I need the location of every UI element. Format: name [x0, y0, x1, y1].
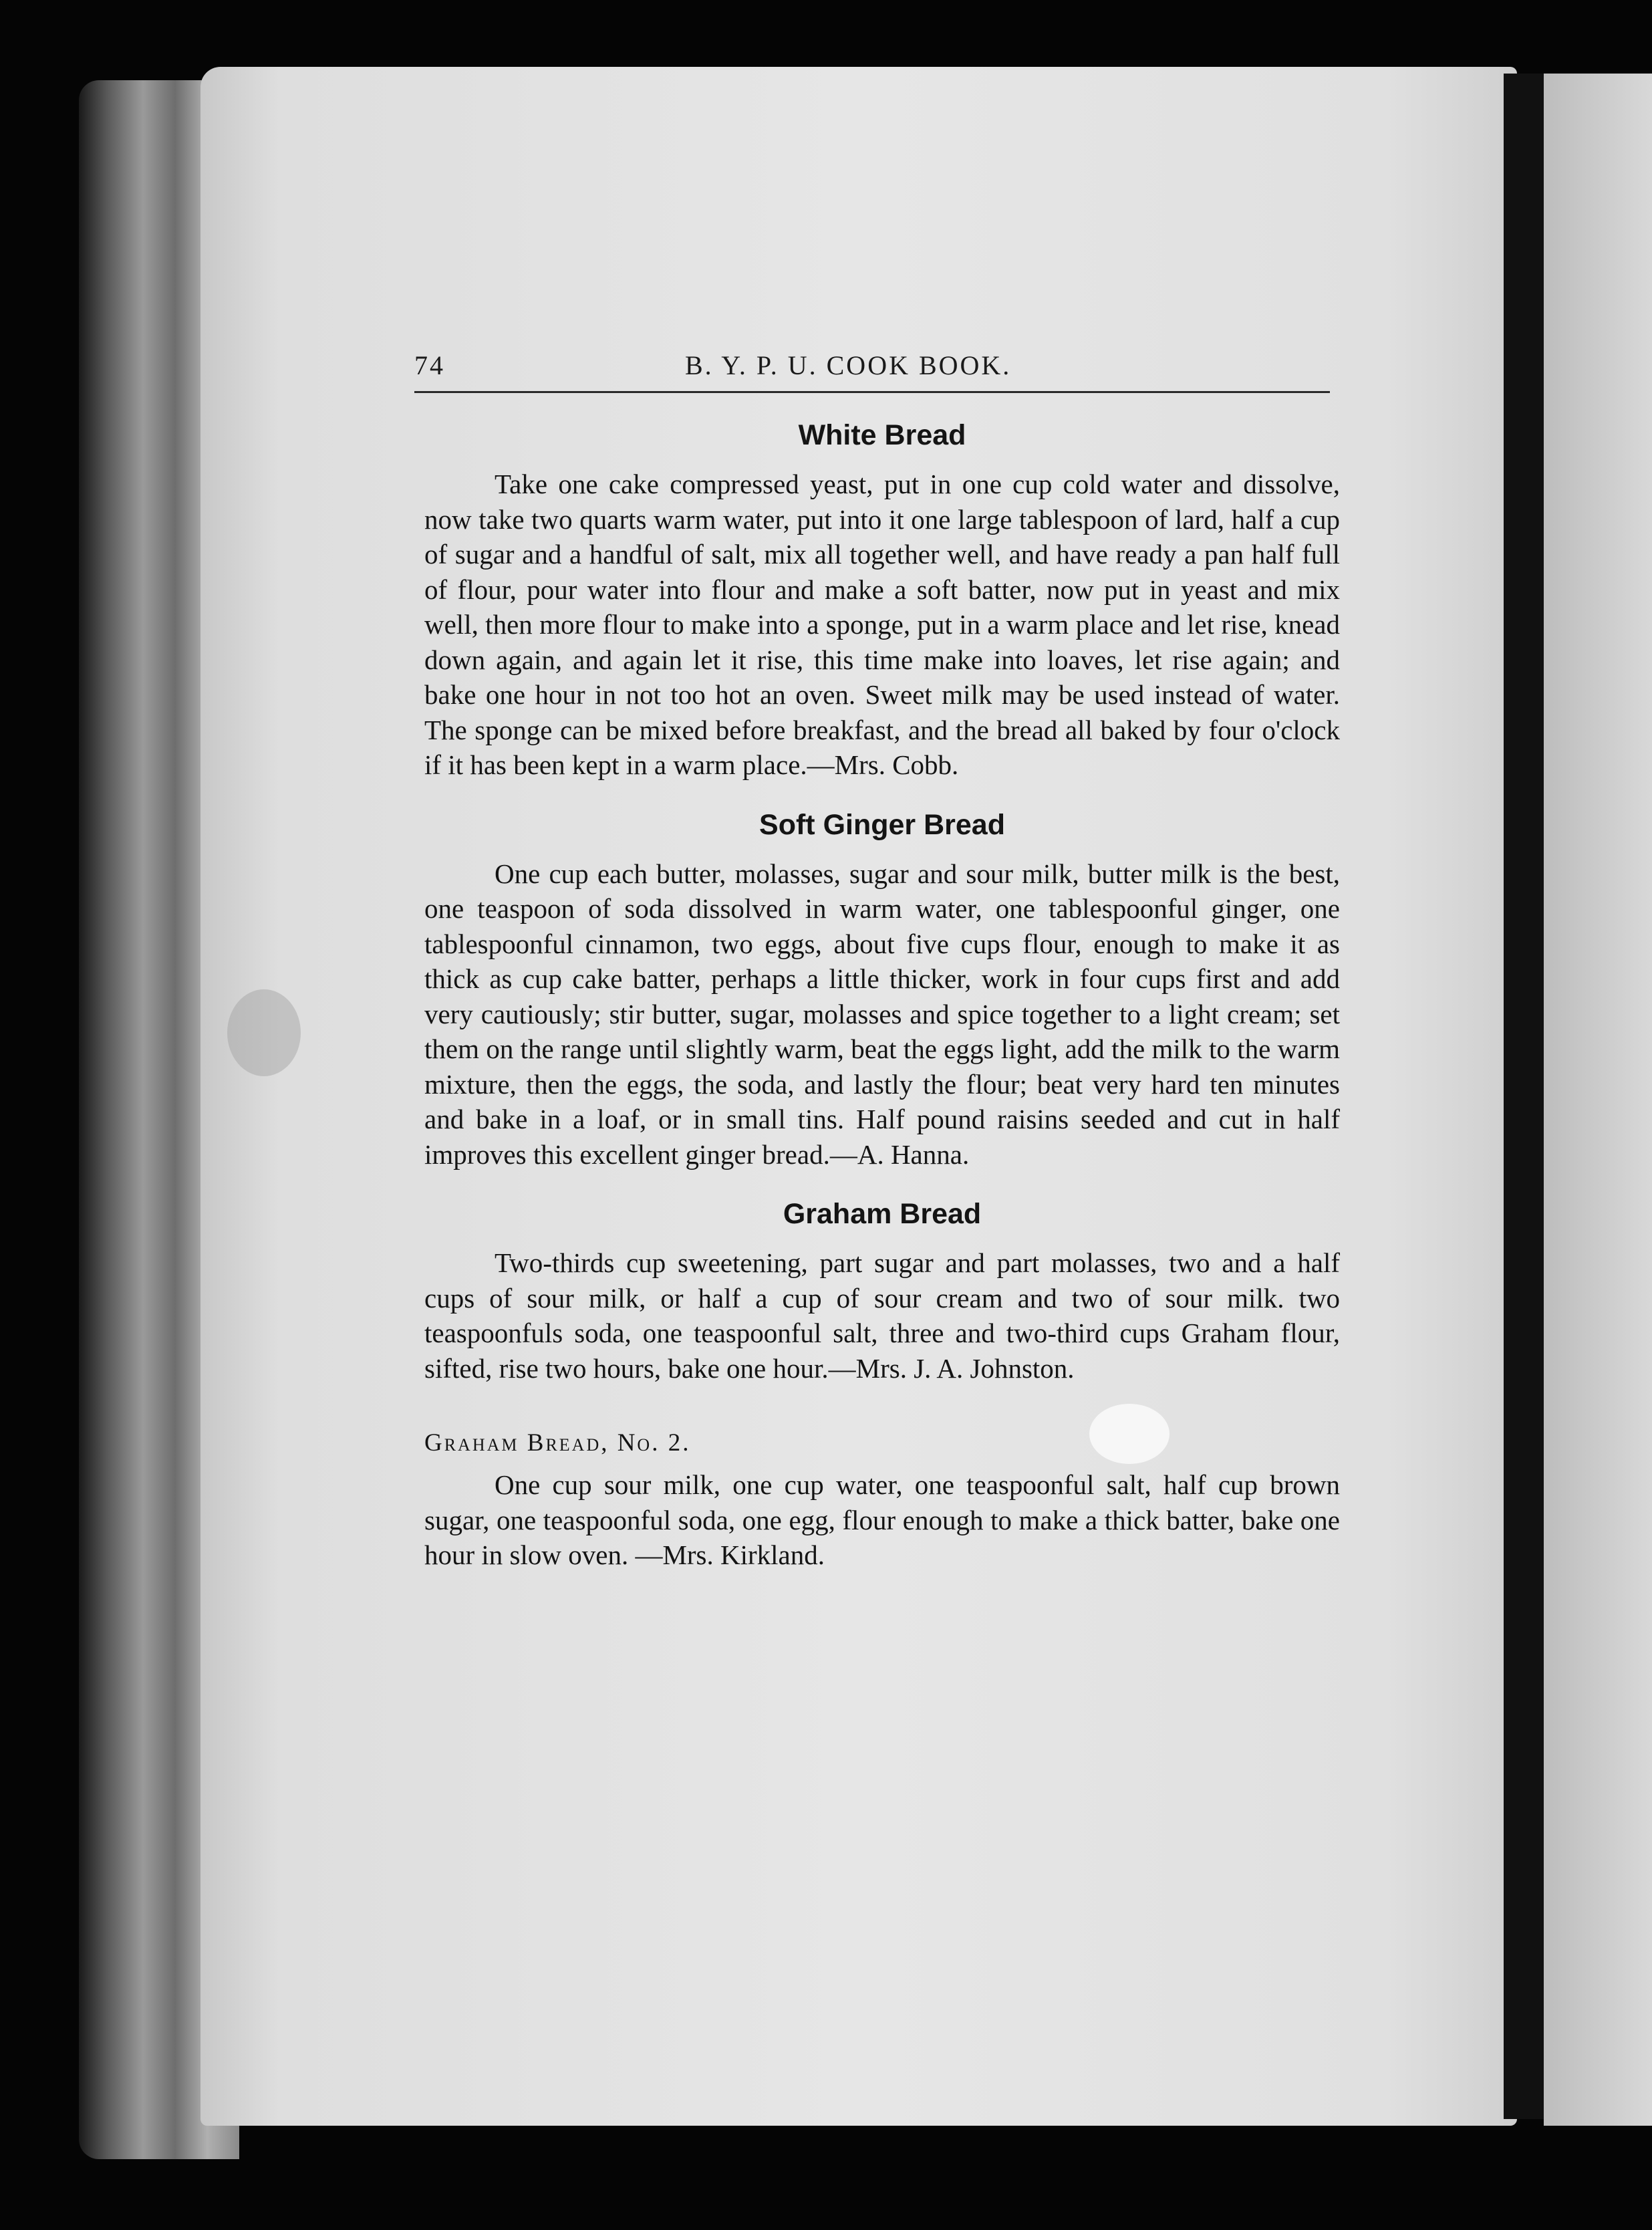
page-header: [414, 344, 1330, 391]
recipe-graham-bread: [424, 1187, 1340, 1386]
recipe-text: Take one cake compressed yeast, put in one cup cold water and dissolve, now take two quarts warm water, put into it one large tablespoon of lard, half a cup of sugar and a handful of salt, mix all together well, and have ready a pan half full of flour, pour water into flour and make a soft batter, now put in yeast and mix well, then more flour to make into a sponge, put in a warm place and let rise, knead down again, and again let it rise, this time make into loaves, let rise again; and bake one hour in not too hot an oven. Sweet milk may be used instead of water. The sponge can be mixed before breakfast, and the bread all baked by four o'clock if it has been kept in a warm place.—Mrs. Cobb.: [424, 469, 1340, 780]
page-gutter-shadow: [1504, 74, 1544, 2119]
recipe-soft-ginger-bread: [424, 797, 1340, 1172]
page-stain: [227, 989, 301, 1076]
recipe-title: Graham Bread: [783, 1198, 982, 1230]
recipe-white-bread: [424, 408, 1340, 783]
running-title: B. Y. P. U. COOK BOOK.: [685, 350, 1012, 380]
recipe-text: Two-thirds cup sweetening, part sugar and part molasses, two and a half cups of sour milk, or half a cup of sour cream and two of sour milk. two teaspoonfuls soda, one teaspoonful salt, three and two-third cups Graham flour, sifted, rise two hours, bake one hour.—Mrs. J. A. Johnston.: [424, 1247, 1340, 1384]
facing-page: [1544, 74, 1652, 2126]
recipe-graham-bread-no-2: [424, 1426, 1340, 1573]
recipe-title: White Bread: [798, 419, 966, 451]
recipe-text: One cup sour milk, one cup water, one teaspoonful salt, half cup brown sugar, one teaspoonful soda, one egg, flour enough to make a thick batter, bake one hour in slow oven. —Mrs. Kirkland.: [424, 1469, 1340, 1570]
page-content: [424, 408, 1340, 1588]
header-rule: [414, 391, 1330, 393]
page-number: 74: [414, 350, 445, 380]
recipe-title: Graham Bread, No. 2.: [424, 1429, 691, 1457]
recipe-title: Soft Ginger Bread: [759, 808, 1005, 841]
recipe-text: One cup each butter, molasses, sugar and sour milk, butter milk is the best, one teaspoon of soda dissolved in warm water, one tablespoonful ginger, one tablespoonful cinnamon, two eggs, about five cups flour, enough to make it as thick as cup cake batter, perhaps a little thicker, work in four cups first and add very cautiously; stir butter, sugar, molasses and spice together to a light cream; set them on the range until slightly warm, beat the eggs light, add the milk to the warm mixture, then the eggs, the soda, and lastly the flour; beat very hard ten minutes and bake in a loaf, or in small tins. Half pound raisins seeded and cut in half improves this excellent ginger bread.—A. Hanna.: [424, 858, 1340, 1170]
